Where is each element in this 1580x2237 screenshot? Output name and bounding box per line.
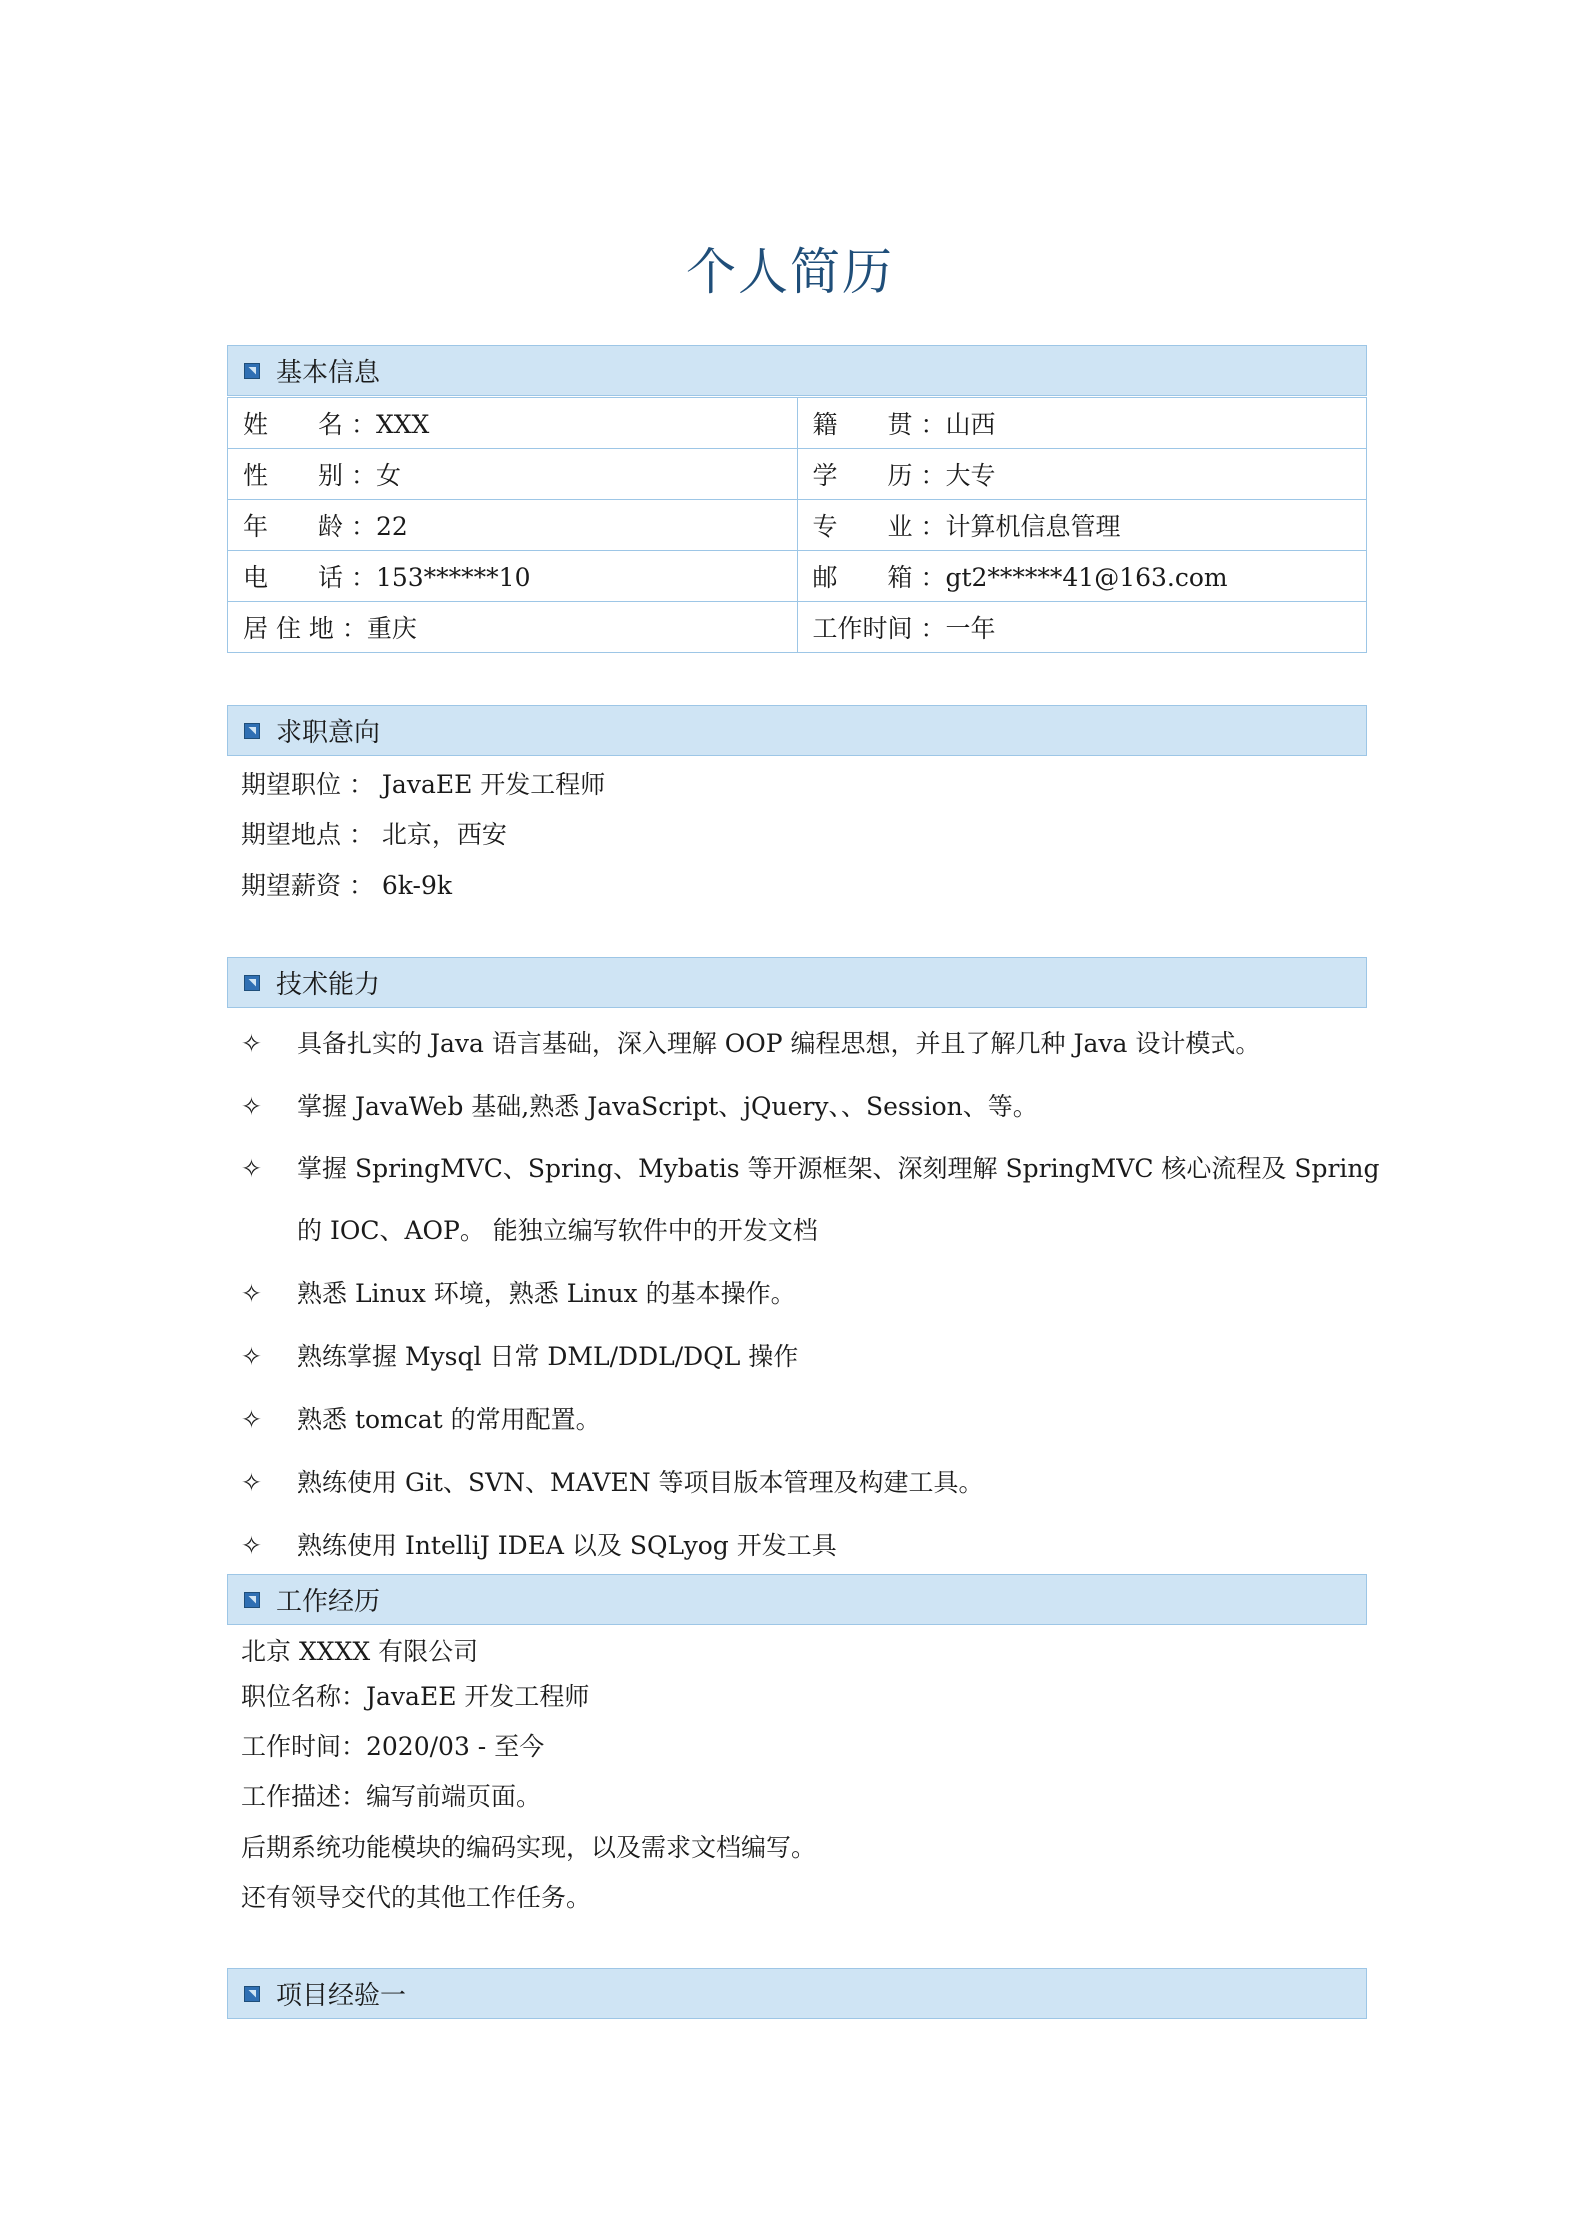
skill-item — [241, 1337, 798, 1373]
page-title: 个人简历 — [686, 243, 894, 301]
diamond-bullet-icon: ✧ — [241, 1029, 262, 1058]
section-title-work: 工作经历 — [276, 1587, 381, 1617]
diamond-bullet-icon: ✧ — [241, 1405, 262, 1434]
info-cell: 工作时间 ：一年 — [797, 602, 1367, 653]
info-cell: 性 别 ：女 — [228, 449, 798, 500]
skill-text: 熟悉 Linux 环境，熟悉 Linux 的基本操作。 — [297, 1279, 796, 1308]
skill-item — [241, 1149, 1380, 1185]
table-row — [228, 500, 1367, 551]
work-detail: 后期系统功能模块的编码实现，以及需求文档编写。 — [241, 1833, 817, 1862]
info-cell: 邮 箱 ：gt2******41@163.com — [797, 551, 1367, 602]
skill-text: 掌握 SpringMVC、Spring、Mybatis 等开源框架、深刻理解 SpringMVC 核心流程及 Spring — [297, 1154, 1380, 1183]
section-title-project: 项目经验一 — [276, 1981, 407, 2011]
section-header-basic — [227, 345, 1367, 396]
info-cell: 籍 贯 ：山西 — [797, 398, 1367, 449]
table-row — [228, 602, 1367, 653]
skill-item — [241, 1400, 601, 1436]
section-bullet-icon — [244, 975, 260, 991]
skill-text: 掌握 JavaWeb 基础,熟悉 JavaScript、jQuery、、Session、等。 — [297, 1092, 1038, 1121]
info-cell: 专 业 ：计算机信息管理 — [797, 500, 1367, 551]
table-row — [228, 449, 1367, 500]
work-company: 北京 XXXX 有限公司 — [241, 1637, 479, 1666]
work-detail: 还有领导交代的其他工作任务。 — [241, 1883, 592, 1912]
skill-text: 熟悉 tomcat 的常用配置。 — [297, 1405, 601, 1434]
work-description: 工作描述：编写前端页面。 — [241, 1782, 542, 1811]
skill-text: 熟练使用 Git、SVN、MAVEN 等项目版本管理及构建工具。 — [297, 1468, 984, 1497]
section-header-project — [227, 1968, 1367, 2019]
intent-position: 期望职位 ： JavaEE 开发工程师 — [241, 770, 606, 799]
info-cell: 年 龄 ：22 — [228, 500, 798, 551]
table-row — [228, 551, 1367, 602]
work-position: 职位名称：JavaEE 开发工程师 — [241, 1682, 590, 1711]
section-header-intent — [227, 705, 1367, 756]
section-title-skills: 技术能力 — [276, 970, 381, 1000]
section-header-skills — [227, 957, 1367, 1008]
info-cell: 居 住 地 ：重庆 — [228, 602, 798, 653]
section-bullet-icon — [244, 723, 260, 739]
section-bullet-icon — [244, 1592, 260, 1608]
diamond-bullet-icon: ✧ — [241, 1531, 262, 1560]
work-period: 工作时间：2020/03 - 至今 — [241, 1732, 545, 1761]
info-cell: 姓 名 ：XXX — [228, 398, 798, 449]
skill-item — [241, 1274, 796, 1310]
table-row — [228, 398, 1367, 449]
skill-item — [241, 1463, 984, 1499]
skill-text: 具备扎实的 Java 语言基础，深入理解 OOP 编程思想，并且了解几种 Java 设计模式。 — [297, 1029, 1261, 1058]
diamond-bullet-icon: ✧ — [241, 1279, 262, 1308]
skill-text: 熟练掌握 Mysql 日常 DML/DDL/DQL 操作 — [297, 1342, 799, 1371]
section-bullet-icon — [244, 363, 260, 379]
info-cell: 学 历 ：大专 — [797, 449, 1367, 500]
diamond-bullet-icon: ✧ — [241, 1468, 262, 1497]
diamond-bullet-icon: ✧ — [241, 1342, 262, 1371]
skill-text: 熟练使用 IntelliJ IDEA 以及 SQLyog 开发工具 — [297, 1531, 837, 1560]
skill-item — [241, 1526, 837, 1562]
diamond-bullet-icon: ✧ — [241, 1154, 262, 1183]
section-title-intent: 求职意向 — [276, 718, 381, 748]
skill-item — [241, 1087, 1038, 1123]
intent-salary: 期望薪资 ： 6k-9k — [241, 871, 453, 900]
skill-text-continuation: 的 IOC、AOP。 能独立编写软件中的开发文档 — [297, 1216, 818, 1245]
diamond-bullet-icon: ✧ — [241, 1092, 262, 1121]
basic-info-table — [227, 397, 1367, 653]
intent-location: 期望地点 ： 北京，西安 — [241, 820, 507, 849]
section-bullet-icon — [244, 1986, 260, 2002]
info-cell: 电 话 ：153******10 — [228, 551, 798, 602]
section-header-work — [227, 1574, 1367, 1625]
section-title-basic: 基本信息 — [276, 358, 381, 388]
skill-item — [241, 1024, 1260, 1060]
